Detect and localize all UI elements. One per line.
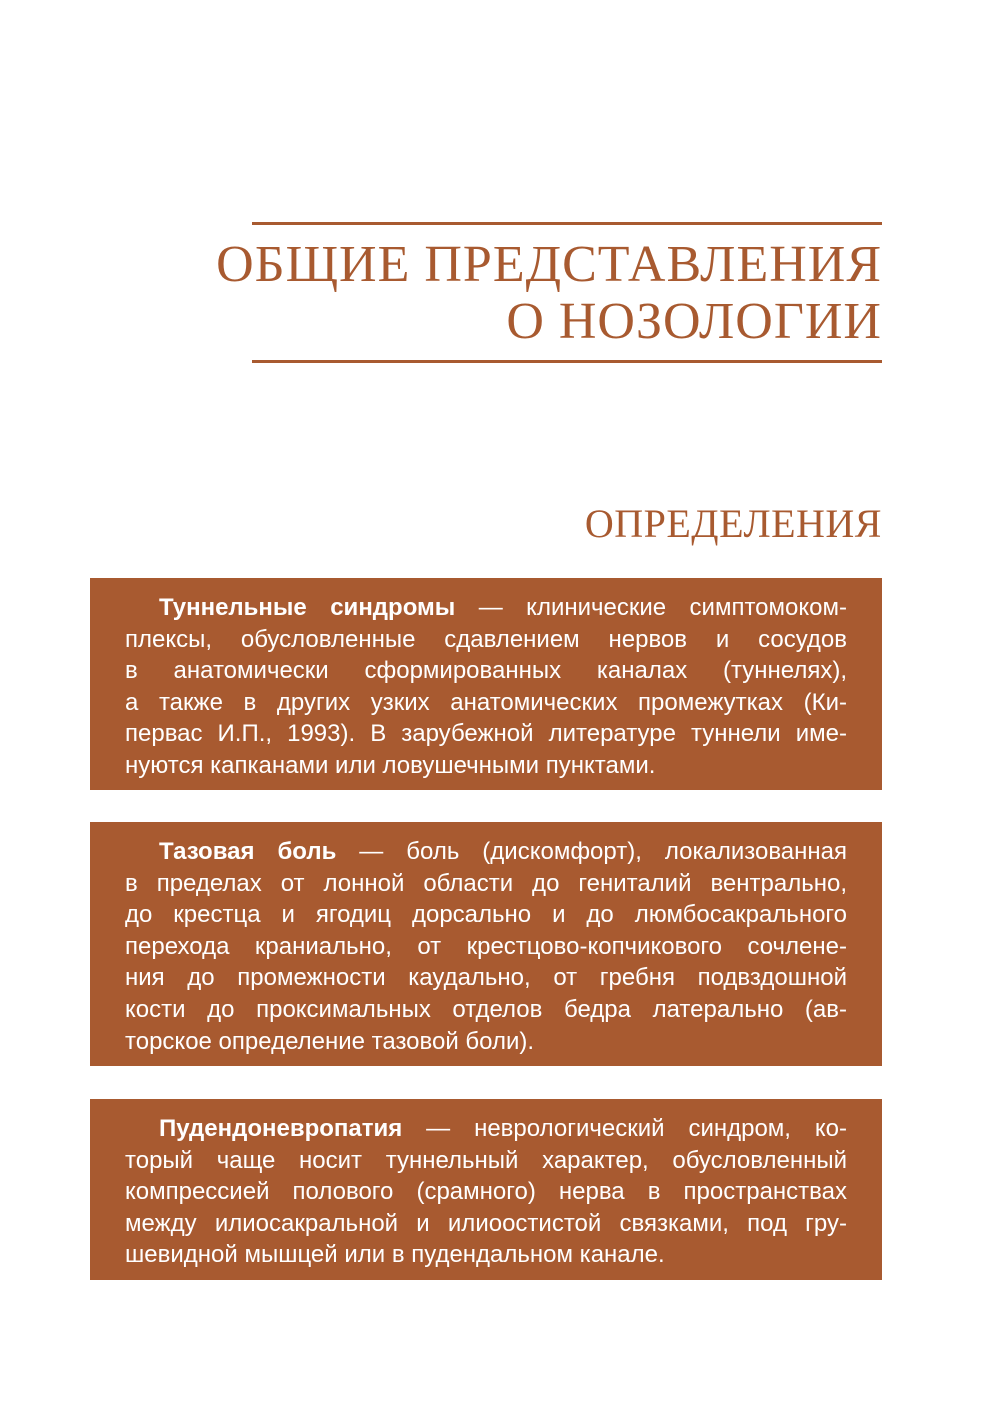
definition-text: — клинические симптомоком- (455, 594, 847, 621)
definition-line: кости до проксимальных отделов бедра латерально (ав- (125, 995, 847, 1023)
definition-line: шевидной мышцей или в пудендальном канале. (125, 1241, 665, 1269)
chapter-title (216, 236, 882, 350)
title-top-rule (252, 222, 882, 225)
definition-line: а также в других узких анатомических промежутках (Ки- (125, 688, 847, 716)
definition-text: — боль (дискомфорт), локализованная (336, 838, 848, 865)
definition-line (125, 592, 847, 624)
definition-line: торское определение тазовой боли). (125, 1027, 535, 1055)
definition-box (90, 578, 882, 790)
definition-line (125, 836, 847, 868)
definition-line: нуются капканами или ловушечными пунктами. (125, 751, 656, 779)
section-title: ОПРЕДЕЛЕНИЯ (584, 501, 882, 546)
definition-line: до крестца и ягодиц дорсально и до люмбосакрального (125, 901, 847, 929)
definition-term: Туннельные синдромы (159, 594, 456, 621)
definition-box (90, 1099, 882, 1280)
definition-term: Пудендоневропатия (159, 1115, 403, 1142)
chapter-title-line: О НОЗОЛОГИИ (506, 293, 882, 350)
definition-line: торый чаще носит туннельный характер, обусловленный (125, 1146, 847, 1174)
definition-line: компрессией полового (срамного) нерва в пространствах (125, 1178, 847, 1206)
definition-box (90, 822, 882, 1066)
definition-line: в анатомически сформированных каналах (туннелях), (125, 657, 847, 685)
definition-line: между илиосакральной и илиоостистой связками, под гру- (125, 1209, 847, 1237)
definition-term: Тазовая боль (159, 838, 337, 865)
chapter-title-line: ОБЩИЕ ПРЕДСТАВЛЕНИЯ (216, 236, 882, 293)
definition-line: первас И.П., 1993). В зарубежной литературе туннели име- (125, 720, 847, 748)
definition-line: ния до промежности каудально, от гребня подвздошной (125, 964, 847, 992)
definition-text: — неврологический синдром, ко- (402, 1115, 847, 1142)
title-bottom-rule (252, 360, 882, 363)
definition-line: перехода краниально, от крестцово-копчикового сочлене- (125, 932, 847, 960)
definition-line (125, 1113, 847, 1145)
definition-line: плексы, обусловленные сдавлением нервов и сосудов (125, 625, 847, 653)
definition-line: в пределах от лонной области до гениталий вентрально, (125, 869, 847, 897)
